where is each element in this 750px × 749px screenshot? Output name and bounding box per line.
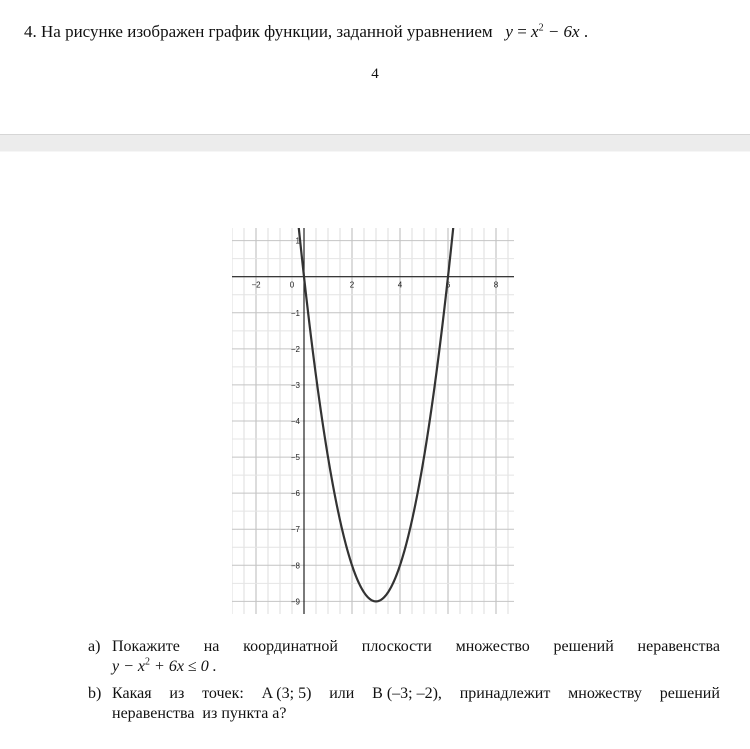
y-tick-label: −9 [290, 597, 300, 607]
task-b-word: или [329, 685, 355, 702]
y-tick-label: −3 [290, 380, 300, 390]
task-b-point-a: A (3; 5) [261, 685, 312, 702]
function-equation: $y = x^2 - 6x$ . [505, 22, 589, 41]
page-divider [0, 134, 750, 152]
y-tick-label: −2 [290, 344, 300, 354]
y-tick-label: −8 [290, 561, 300, 571]
task-b-marker: b) [88, 685, 102, 702]
parabola-graph [232, 228, 514, 614]
problem-number: 4. [24, 22, 37, 41]
y-tick-label: −5 [290, 453, 300, 463]
task-b-word: Какая [112, 685, 152, 702]
x-tick-label: 2 [349, 280, 355, 290]
y-tick-label: 1 [295, 236, 300, 246]
task-b-point-b: B (–3; –2), [372, 685, 442, 702]
task-b-line2: неравенства из пункта а? [112, 705, 287, 722]
task-a-marker: a) [88, 638, 101, 655]
task-b-word: множеству [568, 685, 642, 702]
inequality: $y - x^2 + 6x \le 0$ . [112, 656, 217, 675]
task-a-word: на [203, 638, 220, 655]
x-tick-label: 6 [445, 280, 451, 290]
task-b [88, 684, 720, 724]
x-tick-label: 8 [493, 280, 499, 290]
y-tick-label: −7 [290, 525, 300, 535]
task-a-word: множество [455, 638, 530, 655]
task-b-word: принадлежит [459, 685, 551, 702]
x-tick-label: 4 [397, 280, 403, 290]
task-a-word: решений [553, 638, 614, 655]
task-b-word: точек: [202, 685, 244, 702]
x-tick-label: −2 [251, 280, 261, 290]
task-b-word: из [169, 685, 185, 702]
x-tick-label: 0 [289, 280, 295, 290]
page-number: 4 [371, 66, 379, 82]
task-a [88, 637, 720, 677]
task-a-word: координатной [243, 638, 338, 655]
task-a-word: Покажите [112, 638, 180, 655]
problem-text: На рисунке изображен график функции, заданной уравнением [41, 22, 493, 41]
y-tick-label: −1 [290, 308, 300, 318]
y-tick-label: −6 [290, 489, 300, 499]
task-a-word: плоскости [361, 638, 432, 655]
task-b-word: решений [659, 685, 720, 702]
task-a-word: неравенства [637, 638, 720, 655]
y-tick-label: −4 [290, 417, 300, 426]
problem-title [24, 22, 588, 42]
